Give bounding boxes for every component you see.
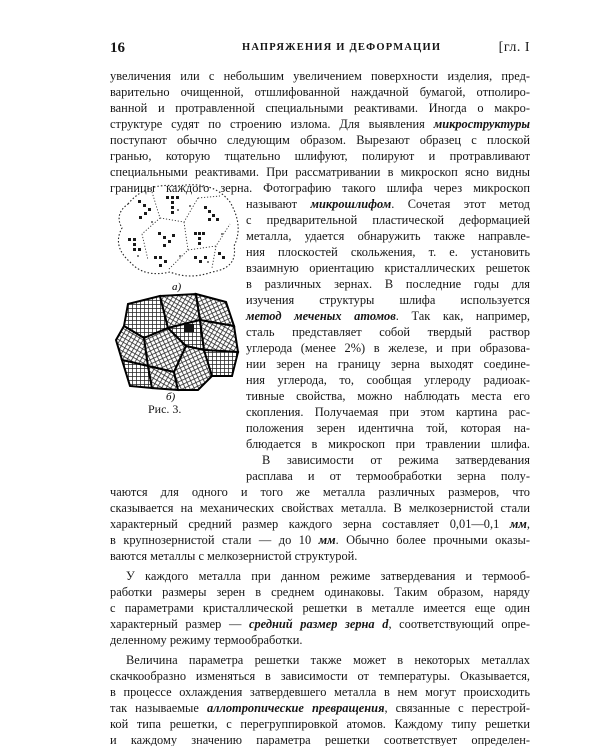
text-line: ваются металлы с мелкозернистой структурой. [110,549,358,563]
text-line: в различных зернах. В последние годы для [246,277,530,291]
text-line: углерода (менее 2%) в железе, и при образова- [246,341,530,355]
running-title: НАПРЯЖЕНИЯ И ДЕФОРМАЦИИ [242,42,442,53]
text-line: кой типа решетки, с перегруппировкой атомов. Каждому типу решетки [110,717,530,731]
text-line: поступают обычно следующим образом. Вырезают образец с плоской [110,133,530,147]
text-line: Величина параметра решетки также может в некоторых металлах [126,653,530,667]
text-line: скачкообразно изменяться в зависимости от температуры. Оказывается, [110,669,530,683]
text-line: чаются для одного и того же металла различных размеров, что [110,485,530,499]
subfigure-a-label: а) [172,281,182,293]
text-line: границы каждого зерна. Фотографию такого шлифа через микроскоп [110,181,530,195]
text-line: расплава и от термообработки зерна полу- [246,469,530,483]
figure-3a-dotted-grains [118,185,238,276]
text-line: характерный размер — средний размер зерна d, соответствующий опре- [110,617,530,631]
text-line: тивные свойства, можно наблюдать места его [246,389,530,403]
page-number: 16 [110,40,125,56]
text-line: У каждого металла при данном режиме затвердевания и термооб- [126,569,530,583]
text-line: с предварительной пластической деформацией [246,213,530,227]
figure-3b-hatched-grains [116,294,238,390]
figure-3-caption: Рис. 3. [148,402,182,416]
text-line: метод меченых атомов. Так как, например, [246,309,530,323]
text-line: В зависимости от режима затвердевания [262,453,530,467]
text-line: металла, удается обнаружить также направле- [246,229,530,243]
chapter-marker: [гл. I [498,40,530,55]
text-line: ния углерода, то, сообщая углероду радиоак- [246,373,530,387]
figure-3-grain-structure [108,176,246,406]
text-line: сталь представляет собой твердый раствор [246,325,530,339]
text-line: положения зерен идентична той, которая на- [246,421,530,435]
text-line: деленному режиму термообработки. [110,633,303,647]
text-line: сказывается на механических свойствах металла. В мелкозернистой стали [110,501,530,515]
text-line: специальными реактивами. При рассматривании в микроскоп ясно видны [110,165,530,179]
text-line: увеличения или с небольшим увеличением поверхности изделия, пред- [110,69,530,83]
text-line: скопления. Получаемая при этом картина рас- [246,405,530,419]
text-line: гранью, которую тщательно шлифуют, полируют и протравливают [110,149,530,163]
text-line: нии зерен на границу зерна выходят соедине- [246,357,530,371]
text-line: с параметрами кристаллической решетки в металле имеется еще один [110,601,530,615]
text-line: взаимную ориентацию кристаллических решеток [246,261,530,275]
text-line: работки размеры зерен в среднем одинаковы. Таким образом, наряду [110,585,530,599]
text-line: варительно очищенной, отшлифованной наждачной бумагой, отполиро- [110,85,530,99]
text-line: структуре судят по строению излома. Для выявления микроструктуры [110,117,530,131]
text-line: и каждому значению параметра решетки соответствует определен- [110,733,530,746]
text-line: характерный средний размер каждого зерна составляет 0,01—0,1 мм, [110,517,530,531]
text-line: ния плоскостей скольжения, т. е. установить [246,245,530,259]
text-line: в процессе охлаждения затвердевшего металла в нем могут происходить [110,685,530,699]
subfigure-b-label: б) [166,391,176,403]
text-line: так называемые аллотропические превращения, связанные с перестрой- [110,701,531,715]
text-line: в крупнозернистой стали — до 10 мм. Обычно более прочными оказы- [110,533,531,547]
text-line: изучения структуры шлифа используется [246,293,530,307]
text-line: ванной и протравленной специальными реактивами. Иногда о макро- [110,101,530,115]
text-line: называют микрошлифом. Сочетая этот метод [246,197,530,211]
page-header [110,40,530,60]
text-line: блюдается в микроскоп при травлении шлифа. [246,437,530,451]
